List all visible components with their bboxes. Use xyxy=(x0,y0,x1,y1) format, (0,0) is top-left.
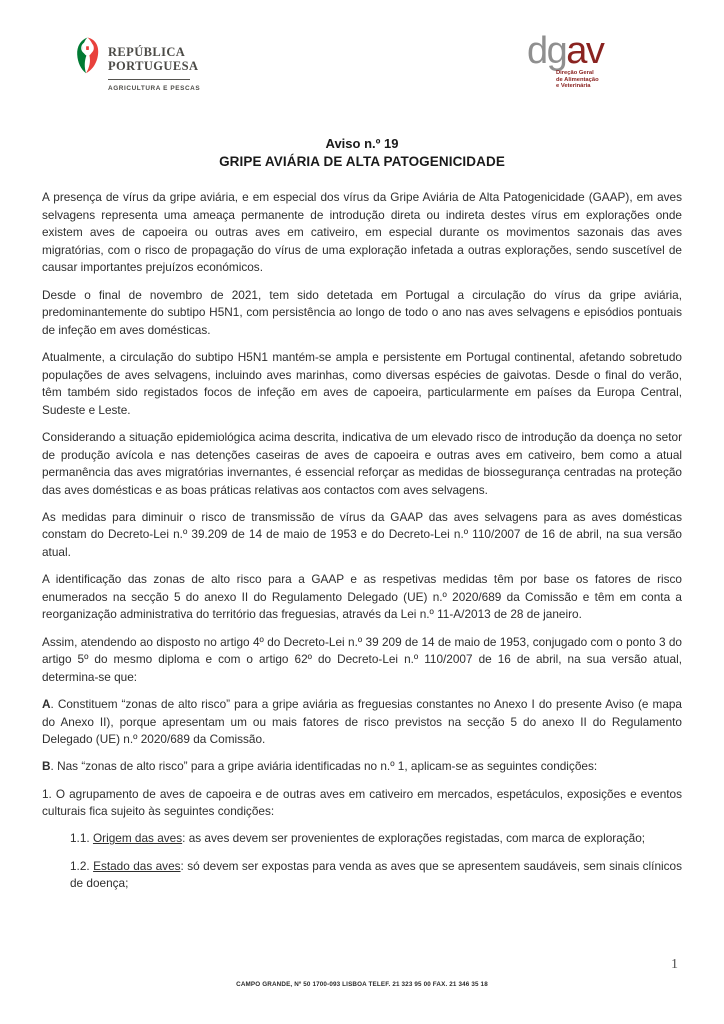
gov-logo-text xyxy=(108,37,200,92)
body-paragraph: Desde o final de novembro de 2021, tem sido detetada em Portugal a circulação do vírus da gripe aviária, predominantemente do subtipo H5N1, com persistência ao longo de todo o ano nas aves selvagens e episódios pontuais de infeção em aves domésticas. xyxy=(42,287,682,337)
footer-address: CAMPO GRANDE, Nº 50 1700-093 LISBOA TELEF. 21 323 95 00 FAX. 21 346 35 18 xyxy=(236,981,488,988)
body-paragraph: Atualmente, a circulação do subtipo H5N1 mantém-se ampla e persistente em Portugal continental, afetando sobretudo populações de aves selvagens, incluindo aves marinhas, como diversas espécies de gaivotas. Desde o final do verão, têm também sido registados focos de infeção em aves de capoeira, particularmente em países da Europa Central, Sudeste e Leste. xyxy=(42,349,682,417)
gov-logo-line1: REPÚBLICA xyxy=(108,45,186,59)
body-paragraph: Considerando a situação epidemiológica acima descrita, indicativa de um elevado risco de introdução da doença no setor de produção avícola e nas detenções caseiras de aves de capoeira e outras aves em cativeiro, bem como a atual permanência das aves migratórias invernantes, é essencial reforçar as medidas de biossegurança centradas na proteção das aves domésticas e as boas práticas relativas aos contactos com aves selvagens. xyxy=(42,429,682,497)
dgav-subtitle xyxy=(556,70,603,90)
body-paragraph: A identificação das zonas de alto risco para a GAAP e as respetivas medidas têm por base os fatores de risco enumerados na secção 5 do anexo II do Regulamento Delegado (UE) n.º 2020/689 da Comissão e têm em conta a reorganização administrativa do território das freguesias, através da Lei n.º 11-A/2013 de 28 de janeiro. xyxy=(42,572,682,622)
document-title xyxy=(0,135,724,171)
body-paragraph: As medidas para diminuir o risco de transmissão de vírus da GAAP das aves selvagens para as aves domésticas constam do Decreto-Lei n.º 39.209 de 14 de maio de 1953 e do Decreto-Lei n.º 110/2007 de 16 de abril, na sua versão atual. xyxy=(42,509,682,560)
gov-logo-department: AGRICULTURA E PESCAS xyxy=(108,85,201,93)
body-paragraph: 1.2. Estado das aves: só devem ser expostas para venda as aves que se apresentem saudáveis, sem sinais clínicos de doença; xyxy=(70,858,682,891)
dgav-subtitle-line3: e Veterinária xyxy=(556,83,591,90)
dgav-subtitle-line1: Direção Geral xyxy=(556,70,594,76)
dgav-logo xyxy=(527,30,604,90)
gov-logo-divider xyxy=(108,79,190,80)
body-paragraph: 1. O agrupamento de aves de capoeira e de outras aves em cativeiro em mercados, espetáculos, exposições e eventos culturais fica sujeito às seguintes condições: xyxy=(42,786,682,819)
body-paragraph: B. Nas “zonas de alto risco” para a gripe aviária identificadas no n.º 1, aplicam-se as seguintes condições: xyxy=(42,759,598,774)
body-paragraph: A. Constituem “zonas de alto risco” para a gripe aviária as freguesias constantes no Anexo I do presente Aviso (e mapa do Anexo II), porque apresentam um ou mais fatores de risco previstos na secção 5 do anexo II do Regulamento Delegado (UE) n.º 2020/689 da Comissão. xyxy=(42,697,682,747)
notice-number: Aviso n.º 19 xyxy=(325,136,399,151)
page-number: 1 xyxy=(671,957,678,972)
body-paragraph: A presença de vírus da gripe aviária, e em especial dos vírus da Gripe Aviária de Alta Patogenicidade (GAAP), em aves selvagens representa uma ameaça permanente de introdução direta ou indireta destes vírus em explorações onde existem aves de capoeira ou outras aves em cativeiro, em especial durante os movimentos sazonais das aves migratórias, com o risco de propagação do vírus de uma exploração infetada a outras explorações, sendo suscetível de causar importantes prejuízos económicos. xyxy=(42,190,682,275)
dgav-wordmark-gray: dg xyxy=(527,30,567,72)
dgav-subtitle-line2: de Alimentação xyxy=(556,76,599,83)
dgav-wordmark xyxy=(527,30,604,72)
gov-logo-line2: PORTUGUESA xyxy=(108,58,199,73)
dgav-wordmark-red: av xyxy=(566,30,604,72)
notice-subject: GRIPE AVIÁRIA DE ALTA PATOGENICIDADE xyxy=(219,154,505,169)
gov-logo xyxy=(76,37,200,92)
portugal-emblem-icon xyxy=(76,37,99,79)
document-body xyxy=(42,189,682,902)
body-paragraph: Assim, atendendo ao disposto no artigo 4º do Decreto-Lei n.º 39 209 de 14 de maio de 1953, conjugado com o ponto 3 do artigo 5º do mesmo diploma e com o artigo 62º do Decreto-Lei n.º 110/2007 de 16 de abril, na sua versão atual, determina-se que: xyxy=(42,634,682,684)
body-paragraph: 1.1. Origem das aves: as aves devem ser provenientes de explorações registadas, com marca de exploração; xyxy=(70,831,646,846)
